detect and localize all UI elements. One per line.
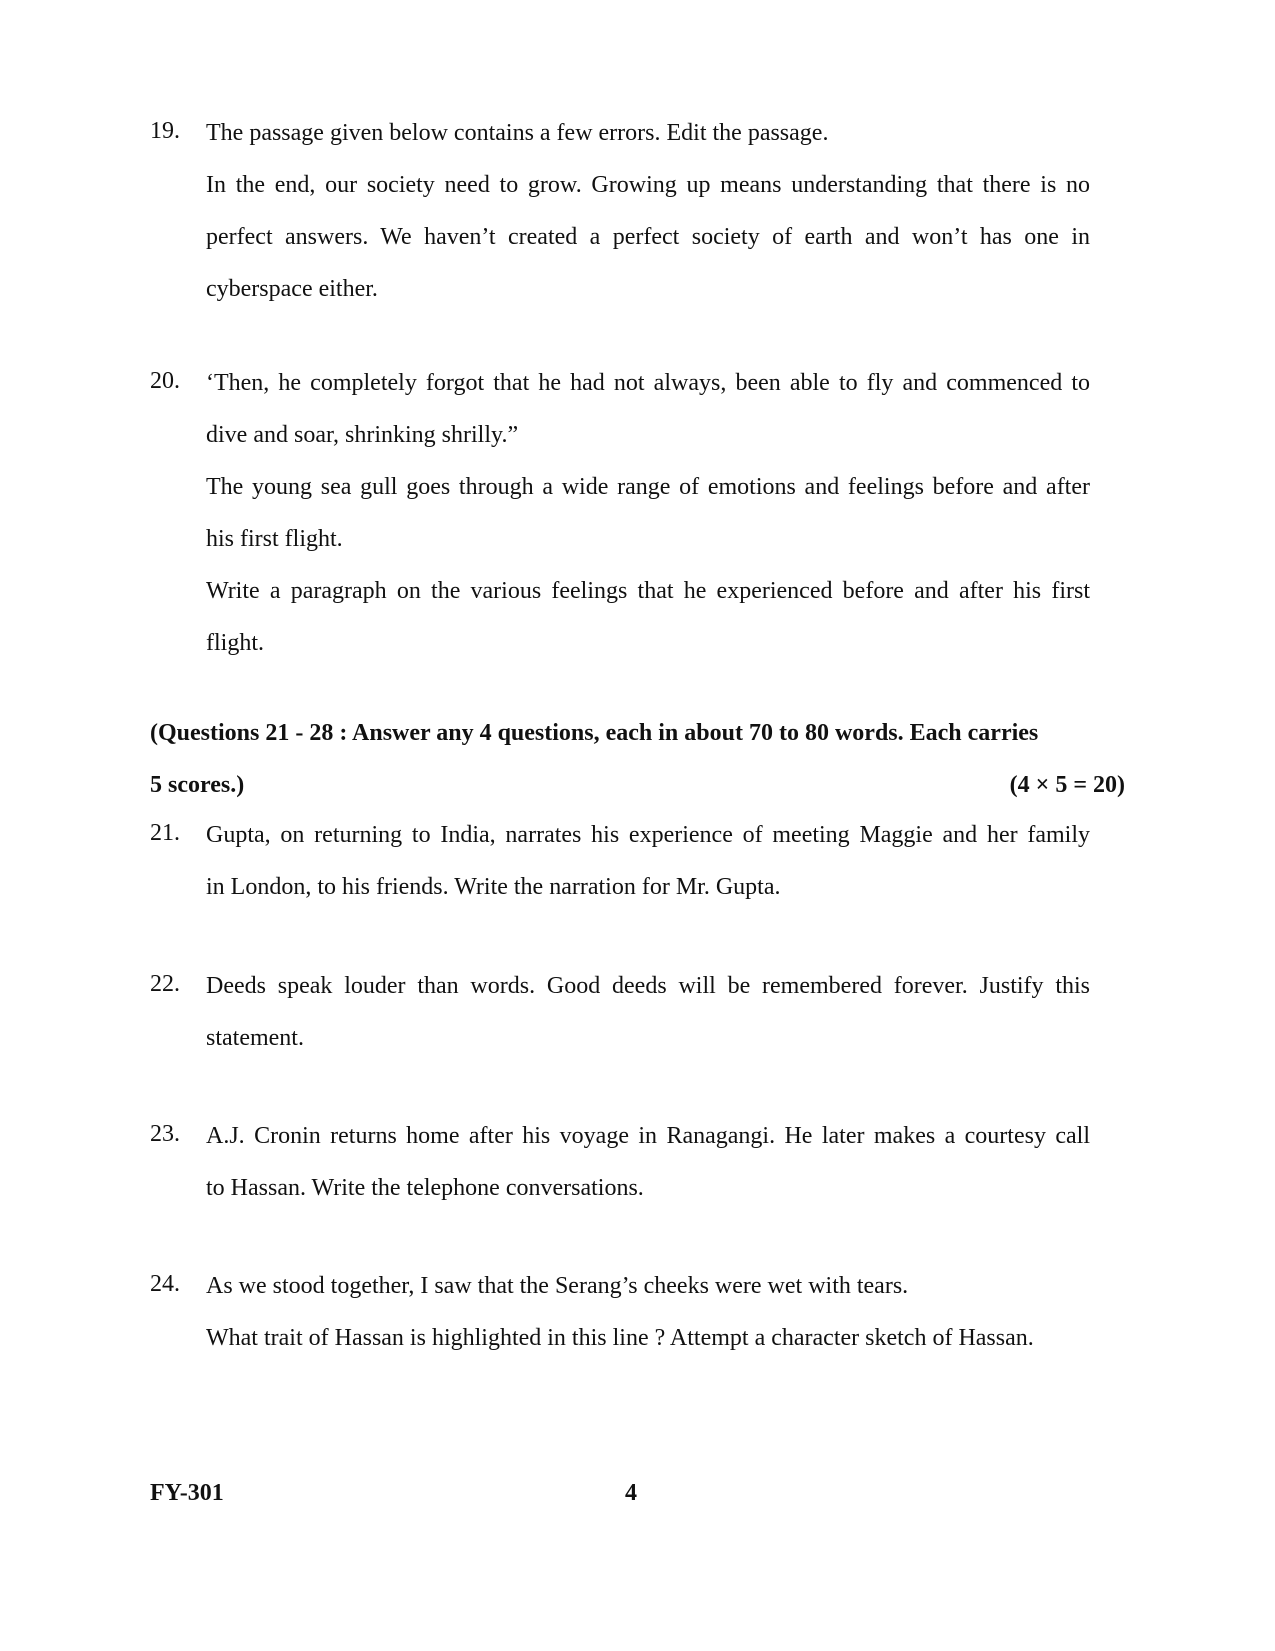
question-line: Write a paragraph on the various feelings that he experienced before and after his first [206, 578, 1090, 604]
question-line: flight. [206, 630, 264, 656]
question-line: dive and soar, shrinking shrilly.” [206, 422, 519, 448]
question-line: A.J. Cronin returns home after his voyage in Ranagangi. He later makes a courtesy call [206, 1123, 1090, 1149]
question-number: 19. [150, 118, 180, 144]
question-text [206, 1121, 1090, 1225]
question-line: cyberspace either. [206, 276, 378, 302]
instruction-text-continued: 5 scores.) [150, 772, 245, 798]
question-line: The young sea gull goes through a wide range of emotions and feelings before and after [206, 474, 1090, 500]
question-line: What trait of Hassan is highlighted in this line ? Attempt a character sketch of Hassan. [206, 1325, 1034, 1351]
question-line: Gupta, on returning to India, narrates his experience of meeting Maggie and her family [206, 822, 1090, 848]
section-marks: (4 × 5 = 20) [1009, 772, 1125, 798]
question-text [206, 1271, 1090, 1375]
instruction-text: (Questions 21 - 28 : Answer any 4 questions, each in about 70 to 80 words. Each carries [150, 720, 1039, 746]
question-text [206, 820, 1090, 924]
question-line: statement. [206, 1025, 304, 1051]
question-text [206, 368, 1090, 680]
section-instruction [150, 718, 1125, 822]
question-line: his first flight. [206, 526, 343, 552]
instruction-scores-row [150, 770, 1125, 822]
page-number: 4 [625, 1480, 637, 1506]
question-line: ‘Then, he completely forgot that he had not always, been able to fly and commenced to [206, 370, 1090, 396]
question-line: In the end, our society need to grow. Growing up means understanding that there is no [206, 172, 1090, 198]
question-line: perfect answers. We haven’t created a perfect society of earth and won’t has one in [206, 224, 1090, 250]
question-number: 24. [150, 1271, 180, 1297]
question-line: The passage given below contains a few errors. Edit the passage. [206, 120, 829, 146]
question-line: As we stood together, I saw that the Serang’s cheeks were wet with tears. [206, 1273, 909, 1299]
question-number: 22. [150, 971, 180, 997]
question-text [206, 971, 1090, 1075]
question-line: to Hassan. Write the telephone conversations. [206, 1175, 644, 1201]
question-line: in London, to his friends. Write the narration for Mr. Gupta. [206, 874, 781, 900]
question-number: 20. [150, 368, 180, 394]
question-text [206, 118, 1090, 326]
paper-code: FY-301 [150, 1480, 224, 1506]
question-line: Deeds speak louder than words. Good deeds will be remembered forever. Justify this [206, 973, 1090, 999]
question-number: 23. [150, 1121, 180, 1147]
question-number: 21. [150, 820, 180, 846]
